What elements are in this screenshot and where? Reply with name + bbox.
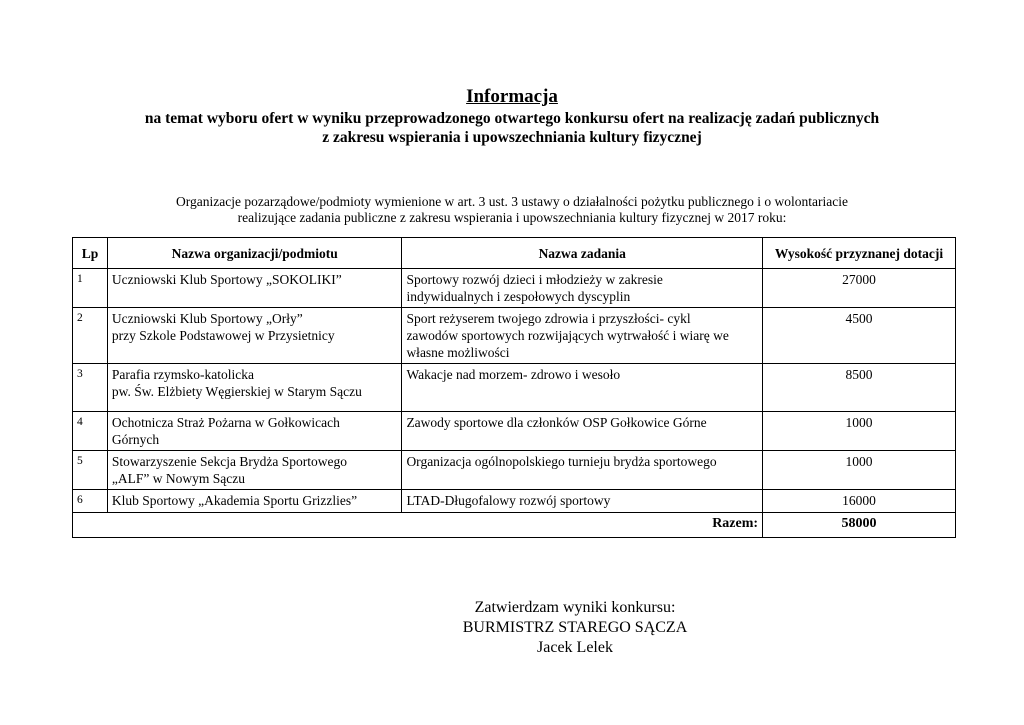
cell-lp: 1 — [73, 269, 108, 308]
cell-task — [402, 412, 763, 451]
cell-text: Organizacja ogólnopolskiego turnieju brydża sportowego — [406, 454, 717, 469]
cell-amount: 27000 — [763, 269, 956, 308]
signatory-name: Jacek Lelek — [537, 639, 613, 656]
grants-table — [72, 237, 956, 538]
cell-text: Klub Sportowy „Akademia Sportu Grizzlies” — [111, 493, 358, 508]
total-amount: 58000 — [763, 513, 956, 538]
column-header-lp: Lp — [73, 238, 108, 269]
cell-lp: 5 — [73, 451, 108, 490]
approval-text: Zatwierdzam wyniki konkursu: — [474, 599, 676, 616]
cell-task — [402, 451, 763, 490]
cell-text: Sportowy rozwój dzieci i młodzieży w zakresie — [406, 272, 663, 287]
cell-task — [402, 364, 763, 412]
cell-task — [402, 269, 763, 308]
column-header-task: Nazwa zadania — [402, 238, 763, 269]
cell-text: Uczniowski Klub Sportowy „SOKOLIKI” — [111, 272, 342, 287]
cell-lp: 4 — [73, 412, 108, 451]
cell-text: Zawody sportowe dla członków OSP Gołkowice Górne — [406, 415, 707, 430]
cell-text: zawodów sportowych rozwijających wytrwałość i wiarę we — [406, 328, 729, 343]
cell-lp: 6 — [73, 490, 108, 513]
cell-text: Wakacje nad morzem- zdrowo i wesoło — [406, 367, 621, 382]
cell-text: pw. Św. Elżbiety Węgierskiej w Starym Sączu — [111, 384, 362, 399]
intro-line1: Organizacje pozarządowe/podmioty wymienione w art. 3 ust. 3 ustawy o działalności pożytku publicznego i o wolontariacie — [176, 194, 848, 209]
cell-text: Sport reżyserem twojego zdrowia i przyszłości- cykl — [406, 311, 691, 326]
cell-text: „ALF” w Nowym Sączu — [111, 471, 246, 486]
table-row — [73, 308, 956, 364]
cell-organization — [107, 308, 402, 364]
cell-amount: 4500 — [763, 308, 956, 364]
cell-text: LTAD-Długofalowy rozwój sportowy — [406, 493, 611, 508]
cell-text: Parafia rzymsko-katolicka — [111, 367, 254, 382]
table-header-row — [73, 238, 956, 269]
table-row — [73, 412, 956, 451]
cell-text: Uczniowski Klub Sportowy „Orły” — [111, 311, 303, 326]
cell-text: Ochotnicza Straż Pożarna w Gołkowicach — [111, 415, 340, 430]
table-row — [73, 364, 956, 412]
cell-text: Górnych — [111, 432, 160, 447]
cell-organization — [107, 269, 402, 308]
table-total-row — [73, 513, 956, 538]
cell-text: własne możliwości — [406, 345, 510, 360]
cell-organization — [107, 364, 402, 412]
column-header-organization: Nazwa organizacji/podmiotu — [107, 238, 402, 269]
cell-amount: 8500 — [763, 364, 956, 412]
total-label: Razem: — [73, 513, 763, 538]
cell-amount: 1000 — [763, 412, 956, 451]
column-header-amount: Wysokość przyznanej dotacji — [763, 238, 956, 269]
cell-text: Stowarzyszenie Sekcja Brydża Sportowego — [111, 454, 347, 469]
cell-text: indywidualnych i zespołowych dyscyplin — [406, 289, 631, 304]
cell-task — [402, 490, 763, 513]
cell-organization — [107, 412, 402, 451]
document-subtitle-line2: z zakresu wspierania i upowszechniania kultury fizycznej — [322, 129, 702, 146]
table-row — [73, 269, 956, 308]
cell-lp: 3 — [73, 364, 108, 412]
table-row — [73, 451, 956, 490]
cell-organization — [107, 490, 402, 513]
cell-amount: 1000 — [763, 451, 956, 490]
cell-organization — [107, 451, 402, 490]
table-row — [73, 490, 956, 513]
cell-text: przy Szkole Podstawowej w Przysietnicy — [111, 328, 335, 343]
document-title: Informacja — [466, 86, 558, 107]
cell-amount: 16000 — [763, 490, 956, 513]
cell-lp: 2 — [73, 308, 108, 364]
document-subtitle-line1: na temat wyboru ofert w wyniku przeprowadzonego otwartego konkursu ofert na realizację zadań publicznych — [144, 110, 880, 127]
intro-line2: realizujące zadania publiczne z zakresu wspierania i upowszechniania kultury fizycznej w 2017 roku: — [237, 210, 787, 225]
cell-task — [402, 308, 763, 364]
signatory-title: BURMISTRZ STAREGO SĄCZA — [462, 619, 688, 636]
